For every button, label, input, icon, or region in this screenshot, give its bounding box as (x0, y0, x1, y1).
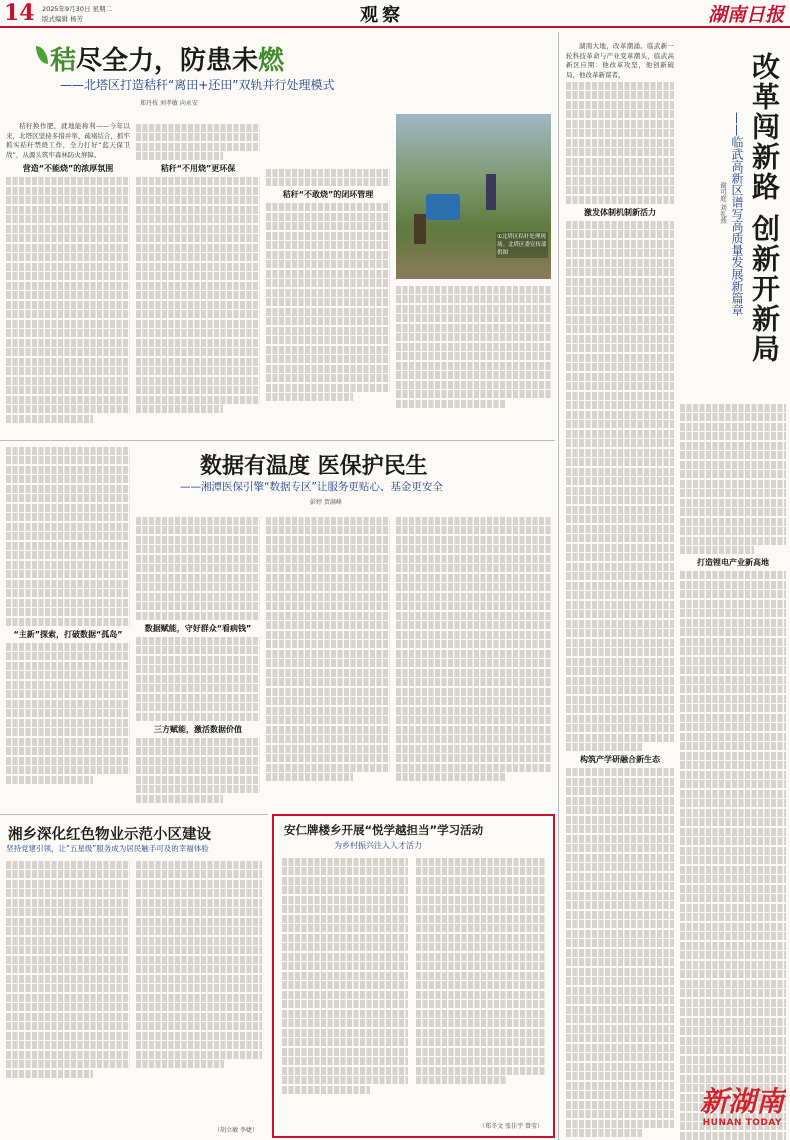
photo-caption: ①北塔区秸秆处理现场。北塔区委宣传部供图 (497, 234, 547, 256)
subhead-2: 秸秆“不用烧”更环保 (160, 164, 236, 173)
column-b (680, 402, 786, 1140)
masthead-logo: 湖南日报 (707, 4, 784, 26)
page-header (0, 0, 790, 28)
subheadline: ——北塔区打造秸秆“离田+还田”双轨并行处理模式 (60, 78, 335, 92)
headline: 湘乡深化红色物业示范小区建设 (8, 827, 211, 843)
subhead-3: 三方赋能，激活数据价值 (154, 724, 242, 734)
byline: （郑冬文 张佳宇 曾莹） (479, 1123, 543, 1130)
headline: 改革闯新路 创新开新局 (748, 52, 781, 364)
subhead-3: 打造锂电产业新高地 (697, 558, 769, 567)
headline (50, 40, 284, 77)
byline: 郑丹枝 刘孝敏 向永安 (140, 100, 198, 107)
headline: 数据有温度 医保护民生 (200, 454, 428, 479)
subhead-1: 营造“不能烧”的浓厚氛围 (22, 164, 114, 173)
subhead-1: “主新”探索，打破数据“孤岛” (13, 629, 123, 639)
field-photo (396, 114, 551, 279)
article-xiangxiang-property (0, 814, 268, 1140)
lead-paragraph: 秸秆换作肥，就地能称利——今年以来，北塔区坚持多措并举、疏堵结合，抓牢抓实秸秆禁烧工作，全力打好“蓝天保卫战”，从源头筑牢森林防火屏障。 (6, 122, 130, 159)
page-editor: 版式编辑 杨芳 (42, 15, 84, 23)
page-number: 14 (4, 0, 35, 26)
column-2 (136, 859, 262, 1070)
byline: 彭婷 贺满峰 (310, 499, 342, 506)
subhead-2: 数据赋能，守好群众“看病钱” (144, 623, 252, 633)
subheadline: 坚持党建引领，让“五星级”服务成为居民触手可及的幸福体验 (6, 844, 209, 853)
column-4 (396, 515, 551, 783)
column-2 (136, 515, 260, 804)
column-1 (282, 856, 408, 1095)
column-1 (6, 122, 130, 424)
headline-green-char: 秸 (50, 46, 77, 76)
column-1 (6, 445, 130, 785)
article-medical-insurance (0, 440, 555, 810)
column-4 (396, 284, 551, 409)
column-2 (416, 856, 546, 1086)
column-3 (266, 515, 390, 783)
column-2 (136, 122, 260, 415)
issue-date: 2025年9月30日 星期二 (42, 5, 113, 13)
article-straw-burning (0, 32, 555, 432)
watermark-sub: HUNAN TODAY (702, 1118, 782, 1128)
column-a (566, 42, 674, 1139)
subhead-1: 激发体制机制新活力 (584, 207, 656, 217)
watermark-logo-text: 新湖南 (699, 1085, 784, 1118)
headline: 安仁牌楼乡开展“悦学越担当”学习活动 (284, 823, 484, 837)
subhead-3: 秸秆“不敢烧”的闭环管理 (282, 190, 374, 199)
headline-fire-char: 燃 (258, 46, 285, 76)
byline: （胡立敏 李婕） (214, 1127, 258, 1134)
section-title: 观察 (360, 5, 404, 26)
column-3 (266, 167, 390, 403)
article-anren-pailou (272, 814, 555, 1138)
subheadline: ——临武高新区谱写高质量发展新篇章 (730, 112, 744, 316)
watermark-logo (668, 1080, 786, 1138)
headline-main: 尽全力，防患未 (76, 46, 259, 76)
subhead-2: 构筑产学研融合新生态 (580, 755, 660, 764)
subheadline: ——湘潭医保引擎“数据专区”让服务更贴心、基金更安全 (180, 481, 443, 493)
article-linwu-reform (558, 32, 790, 1140)
lead-paragraph: 湖南大地，改革潮涌。临武新一轮科技革命与产业变革潮头，临武高新区应期：他改革攻坚，他创新破局，他改革新谋者。 (566, 42, 674, 79)
leaf-icon (36, 46, 48, 64)
subheadline: 为乡村振兴注入人才活力 (334, 841, 422, 850)
byline: 谢可庭 刘礼燕 (719, 182, 727, 224)
column-1 (6, 859, 130, 1079)
